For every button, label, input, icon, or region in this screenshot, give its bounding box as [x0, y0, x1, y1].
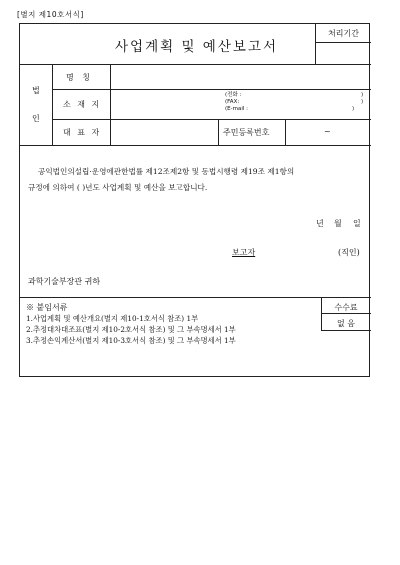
row-divider-2 [52, 119, 371, 120]
attachments-heading: ※ 붙임서류 [26, 303, 68, 312]
corporation-side-label-bottom: 인 [32, 114, 40, 123]
fee-divider [321, 313, 371, 314]
email-close-paren: ) [352, 106, 355, 112]
resident-number-label: 주민등록번호 [223, 128, 270, 137]
date-month-label: 월 [334, 219, 342, 228]
phone-label: (전화 : [225, 92, 242, 98]
resident-number-left-divider [218, 119, 219, 145]
fee-label: 수수료 [334, 303, 358, 312]
document-title: 사업계획 및 예산보고서 [115, 39, 278, 55]
statement-line-1: 공익법인의설립·운영에관한법률 제12조제2항 및 동법시행령 제19조 제1항의 [38, 167, 295, 176]
resident-number-right-divider [285, 119, 286, 145]
side-label-divider [52, 64, 53, 145]
table-bottom-border [20, 145, 371, 146]
processing-period-divider [316, 42, 371, 43]
phone-close-paren: ) [361, 92, 364, 98]
date-day-label: 일 [353, 219, 361, 228]
representative-label: 대 표 자 [63, 128, 102, 137]
fee-bottom-border [321, 330, 371, 331]
seal-label: (직인) [338, 248, 360, 257]
table-top-border [20, 64, 371, 65]
attachments-top-border [20, 297, 371, 298]
fax-close-paren: ) [361, 99, 364, 105]
row-divider-1 [52, 89, 371, 90]
processing-period-label: 처리기간 [328, 29, 359, 38]
attachment-item: 3.추정손익계산서(별지 제10-3호서식 참조) 및 그 부속명세서 1부 [26, 336, 236, 345]
address-label: 소 재 지 [63, 100, 102, 109]
fee-value: 없 음 [337, 319, 355, 328]
report-statement [28, 164, 366, 196]
attachment-item: 2.추정대차대조표(별지 제10-2호서식 참조) 및 그 부속명세서 1부 [26, 325, 236, 334]
label-column-divider [110, 64, 111, 145]
corporation-side-label-top: 법 [32, 86, 40, 95]
fax-label: (FAX: [225, 99, 240, 105]
attachment-item: 1.사업계획 및 예산개요(별지 제10-1호서식 참조) 1부 [26, 314, 199, 323]
reporter-label: 보고자 [232, 248, 256, 257]
resident-number-tilde: ~ [324, 127, 331, 136]
form-number-label: [별지 제10호서식] [17, 10, 84, 19]
title-row [20, 24, 371, 64]
email-label: (E-mail : [225, 106, 248, 112]
statement-line-2: 규정에 의하여 ( )년도 사업계획 및 예산을 보고합니다. [28, 183, 208, 192]
report-form [19, 23, 370, 377]
date-year-label: 년 [316, 219, 324, 228]
name-label: 명 칭 [66, 73, 93, 82]
addressee: 과학기술부장관 귀하 [28, 277, 101, 286]
processing-period-box [315, 24, 370, 64]
